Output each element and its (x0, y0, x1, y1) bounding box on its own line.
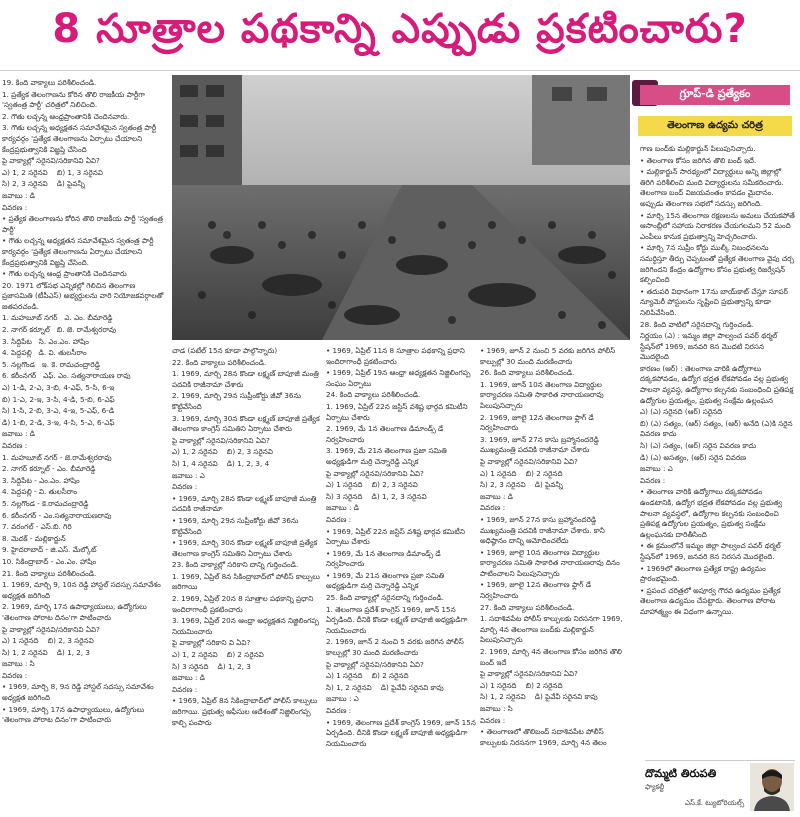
text-line: 10. సికింద్రాబాద్ - ఎం.ఎం. హాషిం (2, 556, 97, 566)
text-line: పై వాక్యాల్లో సరైనవి/సరికానివి ఏవి? (480, 669, 578, 679)
text-line: ఎ) 1, 2 సరైనవి బి) 2 సరైనవి (172, 650, 264, 660)
text-line: పై వాక్యాల్లో సరైనవి/సరికానివి ఏవి? (2, 156, 100, 166)
group-d-badge: గ్రూప్-డి ప్రత్యేకం (640, 85, 790, 105)
text-line: 2. నాగర్ కర్నూల్ బి. జె. రామేశ్వరరావు (2, 325, 117, 335)
text-line: జవాబు : డి (2, 429, 35, 439)
text-line: గాణ బంద్‌కు మల్లికార్జున్ పిలుపునిచ్చారు. (640, 144, 756, 153)
text-line: • తెలంగాణలో తొలిబంద్ సదాశివపేట పోలీస్ కాల్పులకు నిరసనగా 1969, మార్చి 4న తెలం (480, 727, 607, 747)
text-line: వివరణ : (640, 475, 666, 485)
text-line: 24. కింది వాక్యాలు పరిశీలించండి. (326, 390, 421, 400)
text-line: • 1969, మే 1న తెలంగాణ డిమాండ్స్ డే నిర్వహించారు (326, 548, 444, 569)
text-line: సి) 3 సరైనది డి) 1, 2, 3 (172, 661, 251, 671)
text-line: 1. 1969, ఏప్రిల్ 22న జస్టిస్ వశిష్ట భార్గవ కమిటీని ఏర్పాటు చేశారు (326, 401, 470, 422)
text-line: ఎ) 1 సరైనది బి) 2 సరైనది (326, 671, 409, 681)
column-1 (2, 78, 167, 813)
text-line: • మార్చి 15న తెలంగాణ రక్షణలను అమలు చేయకపోతే ఆసాంబ్లీలో సహాయ నిరాకరణ చేయగలమని 52 మంది ఎంపీలు కానుక ప్రభుత్వాన్ని హెచ్చరించారు. (640, 210, 798, 241)
text-line: సి) 1, 4 సరైనవి డి) 1, 2, 3, 4 (172, 458, 270, 468)
text-line: కారణం (ఆర్) : తెలంగాణ వారికి ఉద్యోగాలు దక్కకపోవడం, ఉద్యోగ భద్రత లేకపోవడం వల్ల ప్రభుత్వ పాలనా వ్యవస్థ, ఉద్యోగాల కల్పనకు సంబంధించి ప్రతిపక్ష ఉద్యోగుల ప్రయత్నం, ప్రభుత్వ సంక్షేమ ఉల్లంఘన (640, 363, 796, 405)
text-line: వివరణ : (480, 503, 506, 513)
text-line: 19. కింది వాక్యాలు పరిశీలించండి. (2, 78, 97, 87)
text-line: బి) 1-ఎ, 2-ఇ, 3-సి, 4-డి, 5-బి, 6-ఎఫ్ (2, 394, 115, 404)
text-line: • 1969, మార్చి 28న కొండా లక్ష్మణ్ బాపూజీ మంత్రి పదవికి రాజీనామా (172, 493, 319, 514)
text-line: • 1969, ఏప్రిల్ 19న ఆంధ్రా అధ్యక్షతన నిజ్జిలింగప్ప సంఘం ఏర్పాటు (326, 368, 473, 388)
text-line: వివరణ : (2, 441, 28, 450)
text-line: 3. గౌతు లచ్చన్న అధ్యక్షతన సమావేశమైన స్వతంత్ర పార్టీ కార్యవర్గం 'ప్రత్యేక తెలంగాణను ఏర్పాటు చేయాలని కేంద్రప్రభుత్వానికి విజ్ఞప్తి చేసింది (2, 123, 159, 154)
column-2 (172, 346, 322, 813)
text-line: 21. కింది వాక్యాలు పరిశీలించండి. (2, 568, 97, 578)
text-line: 1. మహబూబ్ నగర్ - జె.రామేశ్వరరావు (2, 452, 112, 462)
text-line: 1. ప్రత్యేక తెలంగాణను కోరిన తొలి రాజకీయ పార్టీగా 'స్వతంత్ర పార్టీ' చరిత్రలో నిలిచింది. (2, 89, 148, 110)
author-role: ఫ్యాకల్టీ (645, 783, 665, 791)
text-line: వివరణ : (172, 684, 198, 694)
text-line: వివరణ : (326, 514, 352, 524)
text-line: పై వాక్యాల్లో సరైనవి/సరికానివి ఏవి? (480, 456, 578, 466)
text-line: ఎ) 1 సరైనది బి) 2 సరైనది (480, 680, 563, 690)
historic-crowd-photo (172, 75, 630, 340)
text-line: సి) 3 సరైనది డి) 1, 2, 3 సరైనవి (326, 491, 427, 501)
text-line: డి) (ఎ) అసత్యం, (ఆర్) సరైన వివరణ (640, 452, 747, 462)
column-4 (480, 346, 630, 813)
text-line: • ప్రపంచ చరిత్రలో అపూర్వ గౌరవ ఉద్యమం ప్రత్యేక తెలంగాణ ఉద్యమం చేపట్టారు. తెలంగాణ పోరాట మాహాత్మ్యం ఈ విధంగా ఉన్నాయి. (640, 585, 783, 616)
text-line: 3. 1969, ఏప్రిల్ 20న ఆంధ్రా అధ్యక్షతన నిజ్జిలింగప్ప నియమించారు (172, 616, 322, 636)
text-line: జవాబు : డి (326, 503, 359, 513)
text-line: 1. 1969, ఏప్రిల్ 8న సికింద్రాబాద్‌లో పోలీస్ కాల్పులు జరిగాయి (172, 571, 323, 592)
text-line: • 1969, జూన్ 27న కాసు బ్రహ్మానందరెడ్డి ముఖ్యమంత్రి పదవికి రాజీనామా చేశారు. కానీ అధిష్ఠానం దాన్ని ఆమోదించలేదు (480, 514, 608, 546)
text-line: 2. 1969, మార్చి 17న ఉపాధ్యాయులు, ఉద్యోగులు 'తెలంగాణ పోరాట దినం'గా పాటించారు (2, 602, 150, 622)
text-line: • 1969, మే 21న తెలంగాణ ప్రజా సమితి అధ్యక్షుడిగా మర్రి చెన్నారెడ్డి ఎన్నిక (326, 570, 447, 591)
text-line: వివరణ : (2, 202, 28, 212)
text-line: 22. కింది వాక్యాలు పరిశీలించండి. (172, 357, 267, 367)
text-line: • మల్లికార్జున్ సారథ్యంలో విద్యార్థులు అన్ని జిల్లాల్లో తిరిగి పరిశీలించి మంది విద్యార్థులను సమీకరించారు. తెలంగాణ బంద్ విజయవంతం కావడం మైదానం. అప్పుడు తెలంగాణ సభలో సదస్సు జరిగింది. (640, 167, 787, 208)
text-line: 2. 1969, జూన్ 2 నుంచి 5 వరకు జరిగిన పోలీస్ కాల్పుల్లో 30 మంది మరణించారు (326, 637, 467, 658)
text-line: 1. 1969, మార్చి 9, 10న రెడ్డి హాస్టల్ సదస్సు సమావేశం అధ్యక్షత జరిగింది (2, 580, 164, 600)
text-line: జవాబు : డి (172, 673, 205, 683)
text-line: బి) (ఎ) సత్యం, (ఆర్) సత్యం, (ఆర్) అనేది (ఎ)కి సరైన వివరణ కాదు (640, 418, 795, 439)
text-line: 2. 1969, జూలై 12న తెలంగాణ ఫ్లాగ్ డే నిర్వహించారు (480, 412, 596, 433)
text-line: జవాబు : డి (480, 491, 513, 501)
text-line: 3. 1969, మార్చి 30న కొండా లక్ష్మణ్ బాపూజీ ప్రత్యేక తెలంగాణ కాంగ్రెస్ సమితిని ఏర్పాటు చేశారు (172, 413, 323, 434)
text-line: పై వాక్యాల్లో సరైనవి/సరికానివి ఏవి? (172, 435, 270, 445)
text-line: 25. కింది వాక్యాల్లో సరైనదాన్ని గుర్తించండి. (326, 593, 444, 603)
text-line: జవాబు : ఎ (172, 470, 205, 480)
text-line: 28. కింది వాటిలో సరైనదాన్ని గుర్తించండి. (640, 319, 754, 329)
text-line: 2. 1969, మార్చి 29న సుప్రీంకోర్టు జీవో 36ను కొట్టివేసింది (172, 391, 304, 411)
text-line: ఎ) 1 సరైనది బి) 2, 3 సరైనవి (326, 480, 418, 490)
text-line: 1. సదాశివపేట పోలీస్ కాల్పులకు నిరసనగా 1969, మార్చి 4న తెలంగాణ బంద్‌కు మల్లికార్జున్ పిలుపునిచ్చారు (480, 614, 625, 645)
text-line: సి) 2, 3 సరైనవి డి) పైవన్నీ (480, 480, 563, 490)
text-line: 2. నాగర్ కర్నూల్ - ఎం. బీమారెడ్డి (2, 464, 96, 474)
text-line: జవాబు : ఎ (640, 464, 673, 474)
text-line: సి) 1, 2 సరైనవి డి) పైవేవీ సరైనవి కావు (480, 692, 598, 702)
text-line: ఎ) (ఎ) సరైనది (ఆర్) సరైనది (640, 407, 723, 417)
text-line: ఎ) 1 సరైనది బి) 2 సరైనది (480, 468, 563, 478)
text-line: 7. వరంగల్ - ఎస్.బి. గిరి (2, 522, 72, 532)
text-line: 2. 1969, మే 1న తెలంగాణ డిమాండ్స్ డే నిర్వహించారు (326, 424, 446, 444)
text-line: • గౌతు లచ్చన్న ఆంధ్ర ప్రాంతానికి చెందినవారు (2, 269, 127, 279)
text-line: 1. మహబూబ్ నగర్ ఎ. ఎం. బీమారెడ్డి (2, 313, 113, 323)
text-line: • 1969, తెలంగాణ ప్రదేశ్ కాంగ్రెస్ 1969, జూన్ 15న ఏర్పడింది. దీనికి కొండా లక్ష్మణ్ బాపూజీ అధ్యక్షుడిగా నియమించారు (326, 717, 479, 748)
text-line: 4. పెద్దపల్లి - వి. తులసీరాం (2, 487, 78, 497)
text-line: • తదుపరి విధానంగా 17ను బాయ్‌కాట్ చేస్తూ సూపర్ న్యూమెరీ పోస్టులను సృష్టించి ప్రభుత్వాన్ని కూడా నిలిపివేసింది. (640, 286, 791, 317)
text-line: • 1969, జూలై 12న తెలంగాణ ఫ్లాగ్ డే నిర్వహించారు (480, 580, 594, 601)
text-line: • 1969, మార్చి 29న సుప్రీంకోర్టు జీవో 36ను కొట్టివేసింది (172, 515, 301, 536)
text-line: సి) (ఎ) సత్యం, (ఆర్) సరైన వివరణ కాదు (640, 441, 757, 451)
text-line: 4. పెద్దపల్లి డి. వి. తులసీరాం (2, 348, 87, 358)
text-line: • తెలంగాణ వారికి ఉద్యోగాలు దక్కకపోవడం ఉండటానికి, ఉద్యోగ భద్రత లేకపోవడం వల్ల ప్రభుత్వ పాలనా వ్యవస్థలో, ఉద్యోగాల కల్పనకు సంబంధించి ప్రతిపక్ష ఉద్యోగుల ప్రయత్నం, ప్రభుత్వ సంక్షేమ ఉల్లంఘనకు దారితీసింది (640, 487, 785, 539)
text-line: చాడ (పటేల్ 15న కూడా పాల్గొన్నారు) (172, 346, 278, 355)
text-line: 6. కరీంనగర్ - ఎం.సత్యనారాయణరావు (2, 510, 112, 520)
column-3 (326, 346, 479, 813)
text-line: పై వాక్యాల్లో సరైనవి/సరికానివి ఏవి? (326, 468, 424, 478)
text-line: జవాబు : డి (2, 190, 35, 200)
text-line: • 1969, ఏప్రిల్ 22న జస్టిస్ వశిష్ట భార్గవ కమిటీని ఏర్పాటు చేశారు (326, 526, 468, 547)
text-line: జవాబు : సి (480, 704, 513, 713)
text-line: • 1969, జూలై 10న తెలంగాణ విద్యార్థుల కార్యాచరణ సమితి సాకారిత నారాయణరావు దినం పాటించాలని పిలుపునిచ్చారు (480, 547, 623, 578)
column-5 (640, 144, 798, 756)
author-name: దొమ్మటి తిరుపతి (645, 767, 717, 780)
text-line: • ప్రత్యేక తెలంగాణను కోరిన తొలి రాజకీయ పార్టీ 'స్వతంత్ర పార్టీ' (2, 214, 166, 234)
text-line: 2. గౌతు లచ్చన్న ఆంధ్రప్రాంతానికి చెందినవారు. (2, 111, 130, 121)
text-line: సి) 1-సి, 2-బి, 3-ఎ, 4-ఇ, 5-ఎఫ్, 6-డి (2, 406, 115, 416)
text-line: • 1969, మార్చి 8, 9న రెడ్డి హాస్టల్ సదస్సు సమావేశం అధ్యక్షత జరిగింది (2, 682, 156, 703)
text-line: 1. 1969, జూన్ 10న తెలంగాణ విద్యార్థుల కార్యాచరణ సమితి సాకారిత నారాయణరావు పిలుపునిచ్చారు (480, 379, 606, 410)
headline-divider (0, 70, 800, 71)
text-line: • గౌతు లచ్చన్న అధ్యక్షతన సమావేశమైన స్వతంత్ర పార్టీ కార్యవర్గం 'ప్రత్యేక తెలంగాణను ఏర్పాటు చేయాలని కేంద్రప్రభుత్వానికి విజ్ఞప్తి చేసింది. (2, 236, 156, 267)
text-line: ఎ) 1 సరైనది బి) 2, 3 సరైనవి (2, 636, 94, 646)
author-box (645, 760, 795, 813)
text-line: 3. 1969, జూన్ 27న కాసు బ్రహ్మానందరెడ్డి ముఖ్యమంత్రి పదవికి రాజీనామా చేశారు (480, 434, 602, 455)
text-line: • 1969, ఏప్రిల్ 11న 8 సూత్రాల పథకాన్ని ప్రధాని ఇందిరాగాంధీ ప్రకటించారు (326, 346, 468, 366)
crowd-street-image (172, 75, 630, 340)
text-line: • 1969, జూన్ 2 నుంచి 5 వరకు జరిగిన పోలీస్ కాల్పుల్లో 30 మంది మరణించారు (480, 346, 618, 366)
text-line: వివరణ : (2, 670, 28, 680)
text-line: 26. కింది వాక్యాలు పరిశీలించండి. (480, 368, 575, 378)
text-line: ఎ) 1-డి, 2-ఎ, 3-బి, 4-ఎఫ్, 5-సి, 6-ఇ (2, 383, 115, 393)
text-line: సి) 1, 2 సరైనవి డి) 1, 2, 3 (2, 647, 91, 657)
page-headline: 8 సూత్రాల పథకాన్ని ఎప్పుడు ప్రకటించారు? (52, 6, 748, 52)
text-line: సి) 2, 3 సరైనవి డి) పైవన్నీ (2, 179, 85, 189)
text-line: 3. సిద్దిపేట సి. ఎం.ఎం. హాషిం (2, 336, 89, 346)
text-line: ఎ) 1, 2 సరైనవి బి) 1, 3 సరైనవి (2, 167, 103, 177)
text-line: • తెలంగాణ కోసం జరిగిన తొలి బంద్ ఇదే. (640, 155, 757, 165)
text-line: 23. కింది వాక్యాల్లో సరికాని దాన్ని గుర్తించండి. (172, 560, 299, 570)
text-line: జవాబు : సి (2, 659, 35, 669)
text-line: 8. మెదక్ - మల్లికార్జున్ (2, 533, 66, 543)
text-line: • ఈ క్రమంలోనే ఇమ్మం జిల్లా పాల్వంచ పవర్ థర్మల్ స్టేషన్‌లో 1969, జనవరి 8న నిరసన మొదలైంది. (640, 541, 784, 561)
text-line: వివరణ : (480, 715, 506, 725)
text-line: 27. కింది వాక్యాలు పరిశీలించండి. (480, 602, 575, 612)
text-line: సి) 1, 2 సరైనవి డి) పైవేవీ సరైనవి కావు (326, 682, 444, 692)
text-line: వివరణ : (172, 482, 198, 492)
text-line: • 1969లో తెలంగాణ ప్రత్యేక రాష్ట్ర ఉద్యమం ప్రారంభమైంది. (640, 563, 769, 584)
author-affiliation: ఎస్.కే. ట్యుటోరియల్స్ (685, 799, 745, 807)
text-line: • 1969, మార్చి 17న ఉపాధ్యాయులు, ఉద్యోగులు 'తెలంగాణ పోరాట దినం'గా పాటించారు (2, 704, 147, 725)
text-line: • 1969, ఏప్రిల్ 8న సికింద్రాబాద్‌లో పోలీస్ కాల్పులు జరిగాయి. ప్రభుత్వ ఆఫీసుల ఆదేశంతో నిజ్జిలింగప్ప కాల్పి పంపారు (172, 696, 320, 727)
text-line: 20. 1971 లోక్‌సభ ఎన్నికల్లో గెలిచిన తెలంగాణ ప్రజాసమితి (టీపీఎస్) అభ్యర్థులను వారి నియోజకవర్గాలతో జతపరచండి. (2, 280, 166, 311)
text-line: 2. 1969, మార్చి 4న తెలంగాణ కోసం జరిగిన తొలి బంద్ ఇదే (480, 647, 625, 667)
text-line: పై వాక్యాల్లో సరైనవి/సరికానివి ఏవి? (2, 624, 100, 634)
text-line: 5. నల్లగొండ ఇ. కె. రామచంద్రారెడ్డి (2, 359, 100, 369)
text-line: వివరణ : (326, 706, 352, 715)
telangana-movement-heading: తెలంగాణ ఉద్యమ చరిత్ర (638, 116, 792, 136)
text-line: ఎ) 1, 2 సరైనవి బి) 2, 3 సరైనవి (172, 447, 273, 457)
text-line: 3. 1969, మే 21న తెలంగాణ ప్రజా సమితి అధ్యక్షుడిగా మర్రి చెన్నారెడ్డి ఎన్నిక (326, 446, 450, 466)
text-line: పై వాక్యాల్లో సరికాని వి ఏవి? (172, 638, 251, 648)
text-line: 6. కరీంనగర్ ఎఫ్. ఎం. సత్యనారాయణ రావు (2, 371, 131, 381)
text-line: పై వాక్యాల్లో సరైనవి/సరికానివి ఏవి? (326, 659, 424, 669)
text-line: 2. 1969, ఏప్రిల్ 20న 8 సూత్రాల పథకాన్ని ప్రధాని ఇందిరాగాంధీ ప్రకటించారు (172, 594, 316, 614)
text-line: • మార్చి 7న సుప్రీం కోర్టు ముల్కీ నిబంధనలను సమర్థిస్తూ తీర్పు చెప్పటంతో ప్రత్యేక తెలంగాణ వైపు చర్చ జరిగిందని కేంద్రం ఉద్యోగాల కోసం ప్రభుత్వ రిజర్వేషన్ కల్పించింది (640, 243, 797, 285)
text-line: 9. హైదరాబాద్ - జి.ఎస్. మేల్కోట్ (2, 545, 97, 555)
text-line: 1. తెలంగాణ ప్రదేశ్ కాంగ్రెస్ 1969, జూన్ 15న ఏర్పడింది. దీనికి కొండా లక్ష్మణ్ బాపూజీ అధ్యక్షుడిగా నియమించారు (326, 604, 470, 635)
text-line: 3. సిద్దిపేట - ఎం.ఎం. హాషిం (2, 475, 80, 485)
text-line: 1. 1969, మార్చి 28న కొండా లక్ష్మణ్ బాపూజీ మంత్రి పదవికి రాజీనామా చేశారు (172, 369, 322, 389)
text-line: డి) 1-బి, 2-డి, 3-ఇ, 4-సి, 5-ఎ, 6-ఎఫ్ (2, 417, 115, 427)
text-line: • 1969, మార్చి 30న కొండా లక్ష్మణ్ బాపూజీ ప్రత్యేక తెలంగాణ కాంగ్రెస్ సమితిని ఏర్పాటు చేశారు (172, 538, 320, 558)
text-line: 5. నల్లగొండ - కె.రామచంద్రారెడ్డి (2, 498, 89, 508)
author-photo (750, 763, 794, 811)
text-line: నిర్ణయం (ఎ) : ఇమ్మం జిల్లా పాల్వంచ పవర్ థర్మల్ స్టేషన్‌లో 1969, జనవరి 8న మొదటి నిరసన మొదలైంది (640, 331, 780, 362)
text-line: జవాబు : ఎ (326, 694, 359, 704)
